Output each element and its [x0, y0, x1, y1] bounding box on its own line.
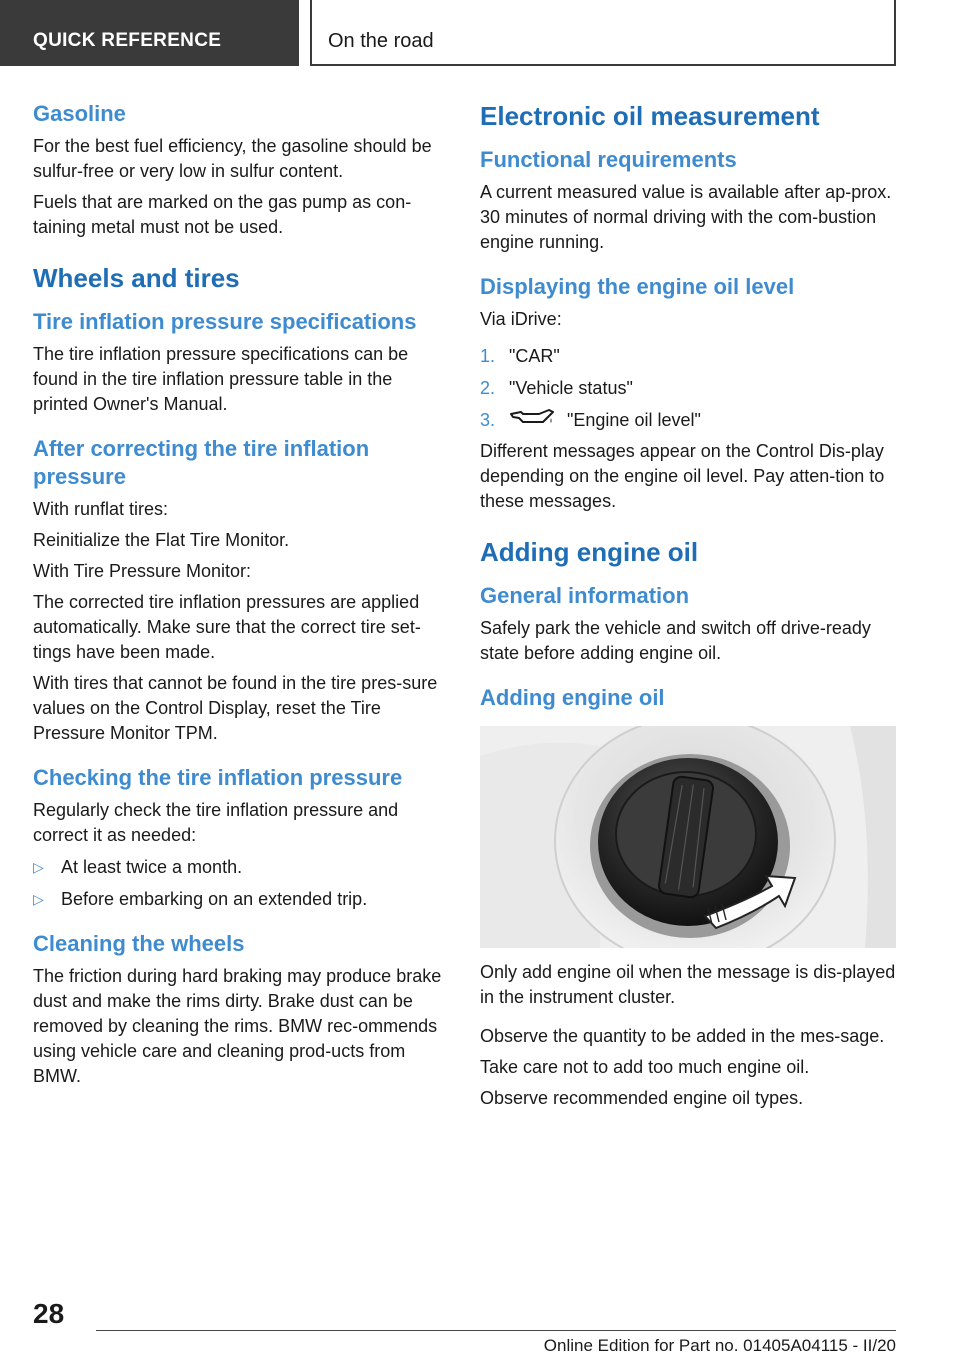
step-text: "Engine oil level": [567, 410, 701, 430]
step-text: "CAR": [509, 346, 560, 366]
recommended-types-paragraph: Observe recommended engine oil types.: [480, 1088, 804, 1108]
after-correcting-heading: After correcting the tire inflation pressure: [33, 436, 370, 489]
bullet-triangle-icon: ▷: [33, 891, 44, 907]
runflat-action: Reinitialize the Flat Tire Monitor.: [33, 530, 290, 550]
tpm-paragraph: The corrected tire inflation pressures are applied automatically. Make sure that the correct tire set‐tings have been made.: [33, 592, 421, 662]
quantity-paragraph: Observe the quantity to be added in the mes‐sage.: [480, 1026, 885, 1046]
footer-divider: [96, 1330, 896, 1331]
step-item: [480, 344, 898, 369]
cleaning-wheels-heading: Cleaning the wheels: [33, 931, 245, 956]
page-number: 28: [33, 1298, 65, 1329]
checking-paragraph: Regularly check the tire inflation pressure and correct it as needed:: [33, 800, 399, 845]
gasoline-paragraph-1: For the best fuel efficiency, the gasoline should be sulfur-free or very low in sulfur content.: [33, 136, 432, 181]
step-item: [480, 376, 898, 401]
step-number: 3.: [480, 410, 496, 430]
list-item-text: At least twice a month.: [61, 857, 243, 877]
messages-paragraph: Different messages appear on the Control Dis‐play depending on the engine oil level. Pay atten‐tion to these messages.: [480, 441, 885, 511]
via-idrive-text: Via iDrive:: [480, 309, 562, 329]
tpm-label: With Tire Pressure Monitor:: [33, 561, 252, 581]
checking-pressure-heading: Checking the tire inflation pressure: [33, 765, 403, 790]
step-text: "Vehicle status": [509, 378, 633, 398]
runflat-label: With runflat tires:: [33, 499, 169, 519]
bullet-triangle-icon: ▷: [33, 859, 44, 875]
right-column: [480, 100, 898, 1111]
displaying-oil-heading: Displaying the engine oil level: [480, 274, 795, 299]
list-item: [33, 887, 448, 912]
section-tab: QUICK REFERENCE: [0, 0, 299, 66]
list-item: [33, 855, 448, 880]
only-add-paragraph: Only add engine oil when the message is dis‐played in the instrument cluster.: [480, 962, 896, 1007]
tire-spec-heading: Tire inflation pressure specifications: [33, 309, 417, 334]
wheels-tires-heading: Wheels and tires: [33, 263, 240, 293]
step-number: 1.: [480, 346, 496, 366]
general-info-paragraph: Safely park the vehicle and switch off drive-ready state before adding engine oil.: [480, 618, 871, 663]
tires-not-found-paragraph: With tires that cannot be found in the tire pres‐sure values on the Control Display, reset the Tire Pressure Monitor TPM.: [33, 673, 438, 743]
adding-oil-heading: Adding engine oil: [480, 537, 699, 567]
functional-req-heading: Functional requirements: [480, 147, 737, 172]
functional-req-paragraph: A current measured value is available after ap‐prox. 30 minutes of normal driving with the com‐bustion engine running.: [480, 182, 892, 252]
gasoline-heading: Gasoline: [33, 101, 126, 126]
step-number: 2.: [480, 378, 496, 398]
gasoline-paragraph-2: Fuels that are marked on the gas pump as con‐taining metal must not be used.: [33, 192, 412, 237]
chapter-tab: On the road: [310, 0, 896, 66]
list-item-text: Before embarking on an extended trip.: [61, 889, 368, 909]
cleaning-paragraph: The friction during hard braking may produce brake dust and make the rims dirty. Brake dust can be removed by cleaning the rims. BMW rec‐ommends using vehicle care and cleaning prod‐ucts from BMW.: [33, 966, 442, 1086]
adding-oil-subheading: Adding engine oil: [480, 685, 665, 710]
step-item: [480, 408, 898, 433]
edition-text: Online Edition for Part no. 01405A04115 - II/20: [543, 1336, 896, 1355]
oil-cap-illustration: [480, 726, 896, 948]
too-much-paragraph: Take care not to add too much engine oil.: [480, 1057, 810, 1077]
oil-filler-cap-photo: [480, 726, 896, 948]
general-info-heading: General information: [480, 583, 690, 608]
electronic-oil-heading: Electronic oil measurement: [480, 101, 820, 131]
oil-can-icon: [509, 408, 555, 433]
tire-spec-paragraph: The tire inflation pressure specifications can be found in the tire inflation pressure table in the printed Owner's Manual.: [33, 344, 409, 414]
left-column: [33, 100, 448, 1089]
